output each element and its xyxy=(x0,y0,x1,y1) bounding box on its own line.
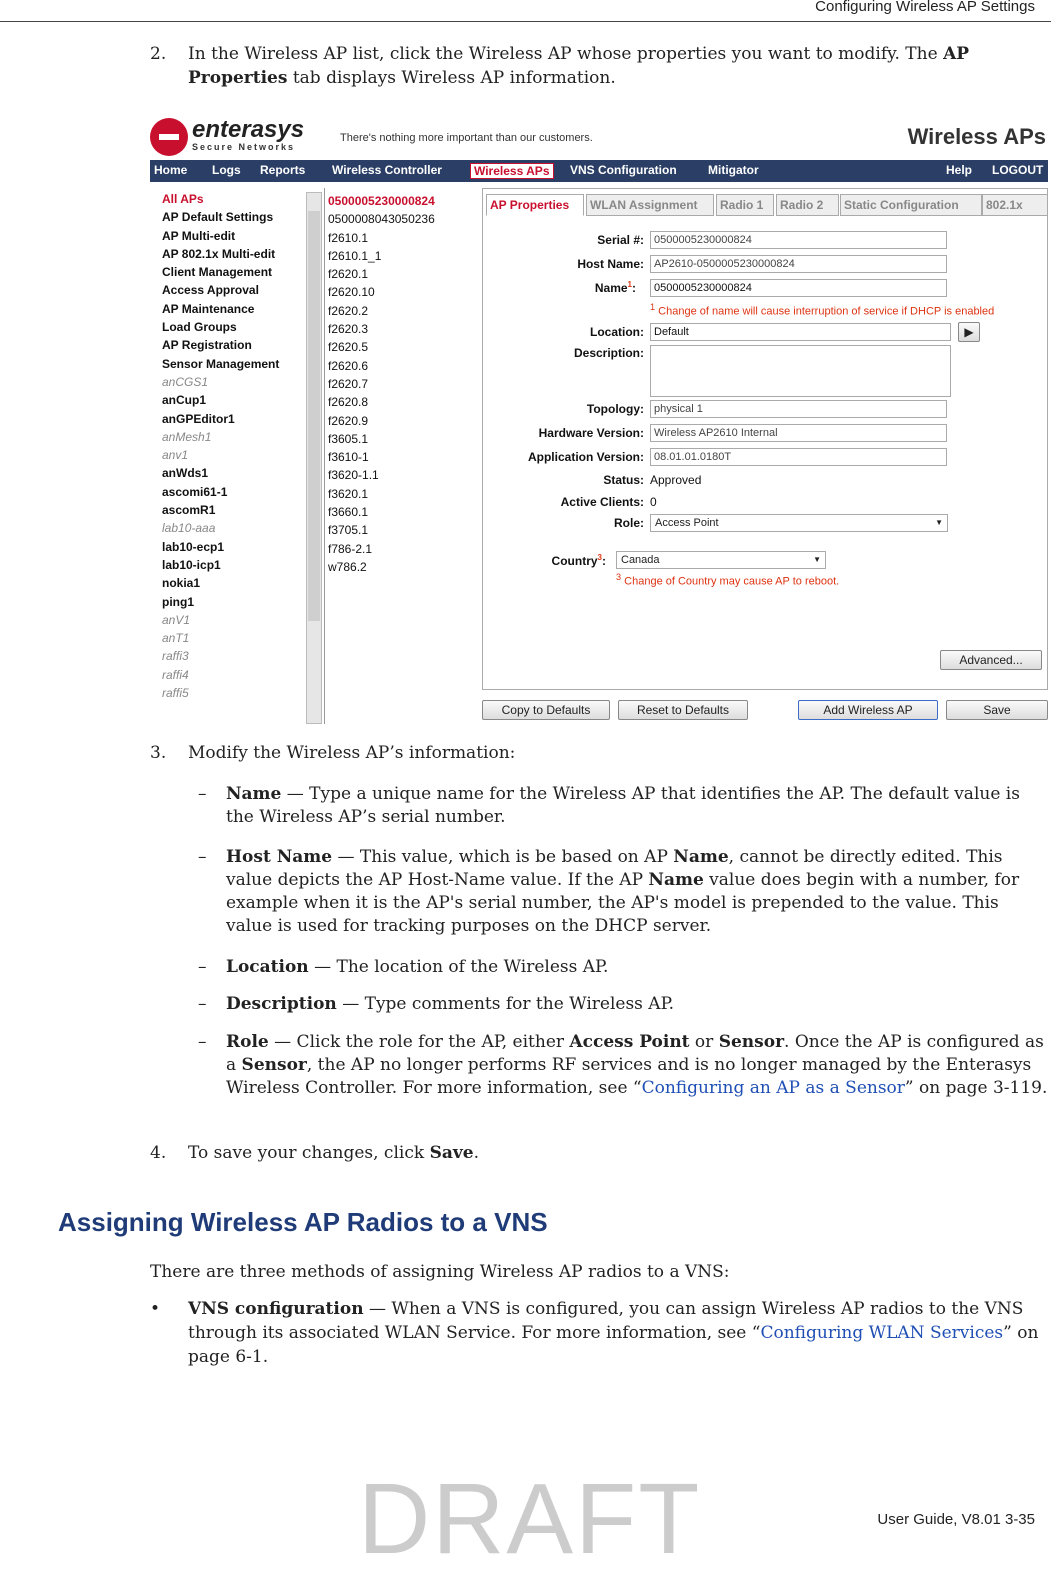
description-textarea[interactable] xyxy=(650,345,951,397)
label-description: Description: xyxy=(573,346,644,360)
ap-list-item[interactable]: Load Groups xyxy=(162,320,237,335)
text: In the Wireless AP list, click the Wireless AP whose properties you want to modify. The xyxy=(188,44,944,64)
serial-list-item[interactable]: f786-2.1 xyxy=(328,541,373,556)
serial-list-item[interactable]: f2620.7 xyxy=(328,376,369,391)
ap-list-item[interactable]: AP Default Settings xyxy=(162,210,274,225)
nav-mitigator[interactable]: Mitigator xyxy=(708,163,759,177)
serial-list-item[interactable]: f3620.1 xyxy=(328,486,369,501)
step-number: 2. xyxy=(150,44,167,64)
serial-list-item[interactable]: f3660.1 xyxy=(328,505,369,520)
reset-to-defaults-button[interactable]: Reset to Defaults xyxy=(618,700,748,720)
tagline: There's nothing more important than our customers. xyxy=(340,132,593,144)
serial-list-item[interactable]: f3705.1 xyxy=(328,523,369,538)
tab-radio-2[interactable]: Radio 2 xyxy=(776,194,839,216)
bold-term: Description xyxy=(226,994,337,1014)
dash: – xyxy=(198,847,207,867)
label-status: Status: xyxy=(603,473,644,487)
step-text xyxy=(188,42,1048,90)
label-country: Country$^3$: xyxy=(551,553,606,568)
serial-list-item[interactable]: w786.2 xyxy=(328,559,367,574)
serial-list-item[interactable]: f2620.6 xyxy=(328,358,369,373)
bold-term: Save xyxy=(429,1143,474,1163)
ap-list-item[interactable]: ping1 xyxy=(162,594,194,609)
text: . xyxy=(473,1143,479,1163)
topology-field: physical 1 xyxy=(650,400,947,418)
nav-wireless-controller[interactable]: Wireless Controller xyxy=(332,163,442,177)
bullet-text xyxy=(188,1297,1040,1369)
location-input[interactable]: Default xyxy=(650,323,951,341)
application-version-field: 08.01.01.0180T xyxy=(650,448,947,466)
advanced-button[interactable]: Advanced... xyxy=(940,650,1042,670)
nav-logout[interactable]: LOGOUT xyxy=(992,163,1044,177)
nav-bar xyxy=(150,160,1048,182)
label-application-version: Application Version: xyxy=(527,450,644,464)
dash: – xyxy=(198,994,207,1014)
enterasys-logo-icon xyxy=(150,118,188,156)
ap-list-item[interactable]: anv1 xyxy=(162,448,189,463)
dash: – xyxy=(198,957,207,977)
text: — This value, which is be based on AP xyxy=(332,847,674,867)
status-value: Approved xyxy=(650,473,702,487)
ap-list xyxy=(162,192,279,704)
sensor-link[interactable]: Configuring an AP as a Sensor xyxy=(641,1078,905,1098)
header-rule xyxy=(0,21,1051,22)
scrollbar-thumb[interactable] xyxy=(308,211,320,621)
screen-title: Wireless APs xyxy=(907,124,1046,149)
note-marker: 3 xyxy=(597,553,602,562)
ap-list-item[interactable]: Sensor Management xyxy=(162,356,280,371)
serial-list-item[interactable]: f2620.3 xyxy=(328,322,369,337)
save-button[interactable]: Save xyxy=(946,700,1048,720)
bold-term: Name xyxy=(226,784,282,804)
serial-list-item[interactable]: f2620.10 xyxy=(328,285,375,300)
country-select[interactable]: Canada ▼ xyxy=(616,551,826,569)
label-hardware-version: Hardware Version: xyxy=(538,426,644,440)
tab-static-configuration[interactable]: Static Configuration xyxy=(840,194,982,216)
country-warning xyxy=(616,572,839,588)
serial-list-item[interactable]: f3610-1 xyxy=(328,450,369,465)
ap-list-item[interactable]: lab10-ecp1 xyxy=(162,539,225,554)
ap-list-item[interactable]: AP Maintenance xyxy=(162,301,255,316)
note-marker: 1 xyxy=(627,280,632,289)
nav-home[interactable]: Home xyxy=(154,163,188,177)
ap-list-item[interactable]: raffi3 xyxy=(162,649,189,664)
copy-to-defaults-button[interactable]: Copy to Defaults xyxy=(482,700,610,720)
page-footer: User Guide, V8.01 3-35 xyxy=(877,1511,1035,1528)
text: , the AP no longer performs RF services and is no longer managed by the Enterasys Wireless Controller. For more information, see “ xyxy=(226,1055,1032,1098)
serial-field: 0500005230000824 xyxy=(650,231,947,249)
serial-list-item[interactable]: 0500005230000824 xyxy=(328,194,435,208)
nav-reports[interactable]: Reports xyxy=(260,163,306,177)
bold-term: VNS configuration xyxy=(188,1299,364,1319)
label-active-clients: Active Clients: xyxy=(560,495,644,509)
note-marker: 1 xyxy=(650,302,656,312)
bold-term: Role xyxy=(226,1032,269,1052)
bold-term: Access Point xyxy=(569,1032,690,1052)
ap-list-item[interactable]: anCGS1 xyxy=(162,374,209,389)
ap-list-item[interactable]: raffi4 xyxy=(162,667,189,682)
text: — The location of the Wireless AP. xyxy=(308,957,609,977)
ap-list-item[interactable]: Client Management xyxy=(162,265,273,280)
ap-list-item[interactable]: lab10-icp1 xyxy=(162,557,221,572)
text: ” on page 6-1. xyxy=(188,1323,1039,1367)
label-location: Location: xyxy=(590,325,644,339)
ap-list-item[interactable]: raffi5 xyxy=(162,686,189,701)
text: . Once the AP is configured as a xyxy=(226,1032,1044,1075)
label-topology: Topology: xyxy=(586,402,644,416)
label-serial: Serial #: xyxy=(597,233,644,247)
text: — Click the role for the AP, either xyxy=(268,1032,570,1052)
host-name-field: AP2610-0500005230000824 xyxy=(650,255,947,273)
draft-watermark: DRAFT xyxy=(358,1463,702,1575)
item-text xyxy=(226,783,1048,829)
location-arrow-button[interactable]: ▶ xyxy=(958,322,980,342)
tab-ap-properties[interactable]: AP Properties xyxy=(486,194,584,216)
section-heading: Assigning Wireless AP Radios to a VNS xyxy=(58,1207,548,1237)
step-number: 3. xyxy=(150,743,167,763)
dash: – xyxy=(198,784,207,804)
item-text xyxy=(226,956,1048,979)
text: , cannot be directly edited. This value depicts the AP Host-Name value. If the AP xyxy=(226,847,1003,890)
name-input[interactable]: 0500005230000824 xyxy=(650,279,947,297)
bold-term: Sensor xyxy=(718,1032,785,1052)
label-host-name: Host Name: xyxy=(577,257,644,271)
wireless-ap-screenshot xyxy=(150,112,1048,724)
role-select[interactable]: Access Point ▼ xyxy=(650,514,948,532)
ap-list-item[interactable]: anT1 xyxy=(162,631,190,646)
ap-list-item[interactable]: anV1 xyxy=(162,612,191,627)
dash: – xyxy=(198,1032,207,1052)
text: tab displays Wireless AP information. xyxy=(287,68,616,88)
step-text: Modify the Wireless AP’s information: xyxy=(188,743,516,763)
bold-term: Sensor xyxy=(241,1055,307,1075)
ap-list-item[interactable]: ascomR1 xyxy=(162,503,216,518)
bold-term: Name xyxy=(673,847,729,867)
nav-vns-configuration[interactable]: VNS Configuration xyxy=(570,163,677,177)
serial-list-item[interactable]: f2620.1 xyxy=(328,267,369,282)
item-text xyxy=(226,846,1048,938)
warning-text: Change of name will cause interruption of service if DHCP is enabled xyxy=(658,305,995,318)
bullet-dot: • xyxy=(150,1299,161,1319)
nav-logs[interactable]: Logs xyxy=(212,163,241,177)
ap-list-item[interactable]: anGPEditor1 xyxy=(162,411,235,426)
note-marker: 3 xyxy=(616,572,622,582)
ap-list-item[interactable]: AP Multi-edit xyxy=(162,228,236,243)
bold-term: Name xyxy=(648,870,704,890)
name-warning xyxy=(650,302,994,318)
active-clients-value: 0 xyxy=(650,495,657,509)
ap-list-item[interactable]: ascomi61-1 xyxy=(162,484,228,499)
warning-text: Change of Country may cause AP to reboot. xyxy=(624,575,840,588)
nav-wireless-aps[interactable]: Wireless APs xyxy=(470,163,554,179)
tab-wlan-assignment[interactable]: WLAN Assignment xyxy=(586,194,714,216)
ap-list-item[interactable]: nokia1 xyxy=(162,576,201,591)
divider xyxy=(324,188,325,724)
text: — When a VNS is configured, you can assign Wireless AP radios to the VNS through its associated WLAN Service. For more information, see “ xyxy=(188,1299,1024,1343)
section-intro: There are three methods of assigning Wireless AP radios to a VNS: xyxy=(150,1262,730,1282)
ap-list-scrollbar[interactable] xyxy=(306,192,322,724)
label-name: Name$^1$: xyxy=(594,280,636,295)
item-text xyxy=(226,993,1048,1016)
bold-term: Host Name xyxy=(226,847,333,867)
bold-term: Location xyxy=(226,957,309,977)
step-text xyxy=(188,1141,1048,1165)
brand-subtitle: Secure Networks xyxy=(192,142,296,152)
wlan-services-link[interactable]: Configuring WLAN Services xyxy=(760,1323,1004,1343)
serial-list-item[interactable]: f2620.5 xyxy=(328,340,369,355)
step-number: 4. xyxy=(150,1143,167,1163)
serial-list-item[interactable]: f3605.1 xyxy=(328,431,369,446)
label-role: Role: xyxy=(614,516,644,530)
brand-name: enterasys xyxy=(192,116,305,143)
ap-list-item[interactable]: AP 802.1x Multi-edit xyxy=(162,246,276,261)
item-text xyxy=(226,1031,1048,1100)
ap-list-item[interactable]: AP Registration xyxy=(162,338,252,353)
tab-802-1x[interactable]: 802.1x xyxy=(982,194,1048,216)
label-text: Name xyxy=(594,281,628,295)
text: — Type comments for the Wireless AP. xyxy=(336,994,674,1014)
serial-list-item[interactable]: f2610.1_1 xyxy=(328,248,382,263)
serial-list-item[interactable]: f2620.9 xyxy=(328,413,369,428)
bold-term: AP Properties xyxy=(188,44,970,88)
serial-list-item[interactable]: f2610.1 xyxy=(328,230,369,245)
text: ” on page 3-119. xyxy=(904,1078,1048,1098)
hardware-version-field: Wireless AP2610 Internal xyxy=(650,424,947,442)
ap-list-item[interactable]: All APs xyxy=(162,192,204,206)
label-text: Country xyxy=(551,554,598,568)
text: value does begin with a number, for example when it is the AP's serial number, the AP's model is prepended to the value. This value is used for tracking purposes on the DHCP server. xyxy=(226,870,1020,936)
page-header: Configuring Wireless AP Settings xyxy=(815,0,1035,15)
add-wireless-ap-button[interactable]: Add Wireless AP xyxy=(798,700,938,720)
ap-list-item[interactable]: anWds1 xyxy=(162,466,209,481)
ap-list-item[interactable]: Access Approval xyxy=(162,283,259,298)
serial-list-item[interactable]: f2620.8 xyxy=(328,395,369,410)
text: — Type a unique name for the Wireless AP that identifies the AP. The default value is the Wireless AP’s serial number. xyxy=(226,784,1020,827)
tab-radio-1[interactable]: Radio 1 xyxy=(716,194,774,216)
text: or xyxy=(689,1032,719,1052)
serial-list xyxy=(328,194,435,578)
ap-list-item[interactable]: anCup1 xyxy=(162,393,207,408)
nav-help[interactable]: Help xyxy=(946,163,973,177)
ap-list-item[interactable]: lab10-aaa xyxy=(162,521,216,536)
serial-list-item[interactable]: 0500008043050236 xyxy=(328,212,435,227)
serial-list-item[interactable]: f3620-1.1 xyxy=(328,468,379,483)
ap-list-item[interactable]: anMesh1 xyxy=(162,429,212,444)
text: To save your changes, click xyxy=(188,1143,430,1163)
serial-list-item[interactable]: f2620.2 xyxy=(328,303,369,318)
